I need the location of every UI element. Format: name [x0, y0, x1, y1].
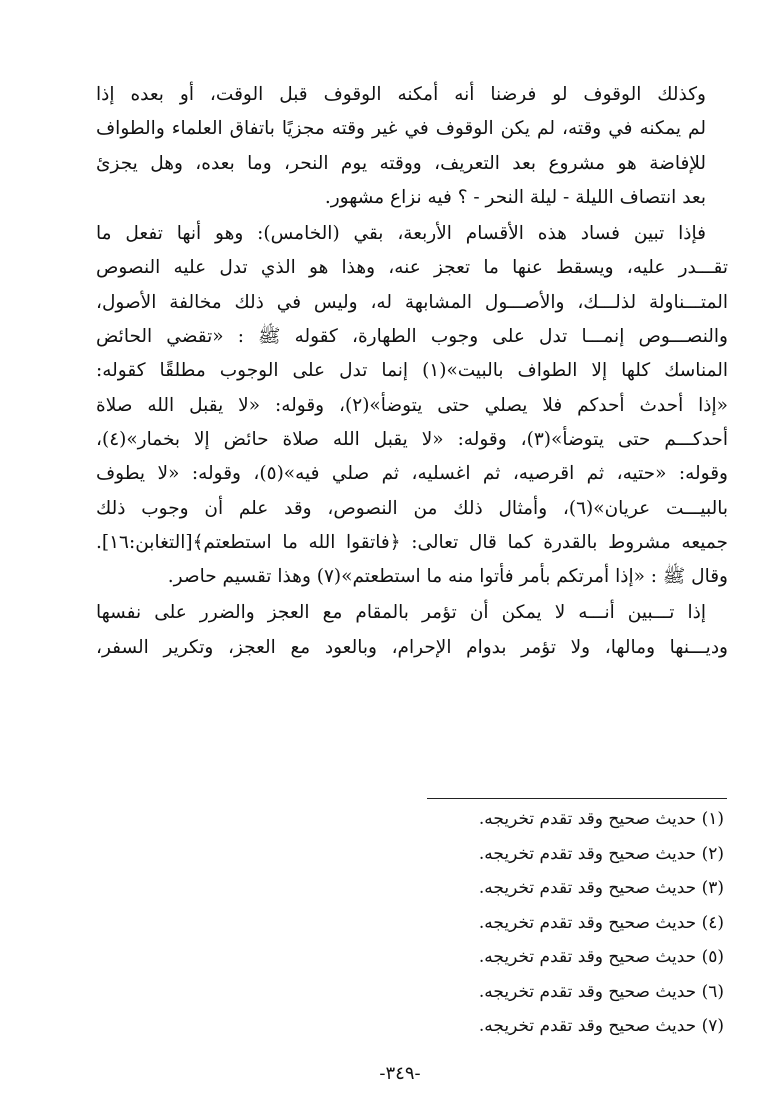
footnotes [404, 802, 724, 1044]
footnote-divider [427, 798, 727, 799]
text-line: المناسك كلها إلا الطواف بالبيت»(١) إنما تدل على الوجوب مطلقًا كقوله: [96, 360, 728, 382]
paragraph-2 [96, 215, 728, 594]
text-line: وقوله: «حتيه، ثم اقرصيه، ثم اغسليه، ثم صلي فيه»(٥)، وقوله: «لا يطوف [96, 463, 728, 485]
footnote: (٣) حديث صحيح وقد تقدم تخريجه. [478, 878, 724, 898]
text-line: لم يمكنه في وقته، لم يكن الوقوف في غير وقته مجزيًا باتفاق العلماء والطواف [96, 118, 706, 140]
text-line: تقـــدر عليه، ويسقط عنها ما تعجز عنه، وهذا هو الذي تدل عليه النصوص [96, 257, 728, 279]
text-line: المتـــناولة لذلـــك، والأصـــول المشابهة له، وليس في ذلك مخالفة الأصول، [96, 291, 728, 313]
text-line: بالبيـــت عريان»(٦)، وأمثال ذلك من النصوص، وقد علم أن وجوب ذلك [96, 497, 728, 519]
text-line: بعد انتصاف الليلة - ليلة النحر - ؟ فيه نزاع مشهور. [324, 186, 706, 208]
footnote: (٢) حديث صحيح وقد تقدم تخريجه. [478, 843, 724, 864]
text-line: «إذا أحدث أحدكم فلا يصلي حتى يتوضأ»(٢)، وقوله: «لا يقبل الله صلاة [96, 394, 728, 416]
paragraph-3 [96, 594, 728, 665]
text-line: وكذلك الوقوف لو فرضنا أنه أمكنه الوقوف قبل الوقت، أو بعده إذا [96, 84, 706, 105]
text-line: للإفاضة هو مشروع بعد التعريف، ووقته يوم النحر، وما بعده، وهل يجزئ [96, 152, 706, 174]
text-line: والنصـــوص إنمـــا تدل على وجوب الطهارة، كقوله ﷺ : «تقضي الحائض [96, 326, 728, 348]
text-line: إذا تـــبين أنـــه لا يمكن أن تؤمر بالمقام مع العجز والضرر على نفسها [96, 602, 706, 624]
text-line: جميعه مشروط بالقدرة كما قال تعالى: ﴿فاتقوا الله ما استطعتم﴾[التغابن:١٦]. [96, 531, 728, 553]
main-text [96, 78, 728, 665]
text-line: أحدكـــم حتى يتوضأ»(٣)، وقوله: «لا يقبل الله صلاة حائض إلا بخمار»(٤)، [96, 428, 728, 450]
paragraph-1 [96, 78, 728, 215]
footnote: (٤) حديث صحيح وقد تقدم تخريجه. [478, 912, 724, 933]
footnote: (١) حديث صحيح وقد تقدم تخريجه. [478, 809, 724, 829]
text-line: وقال ﷺ : «إذا أمرتكم بأمر فأتوا منه ما استطعتم»(٧) وهذا تقسيم حاصر. [167, 566, 728, 588]
text-line: وديـــنها ومالها، ولا تؤمر بدوام الإحرام، وبالعود مع العجز، وتكرير السفر، [96, 636, 728, 658]
footnote: (٥) حديث صحيح وقد تقدم تخريجه. [478, 947, 724, 967]
text-line: فإذا تبين فساد هذه الأقسام الأربعة، بقي (الخامس): وهو أنها تفعل ما [96, 223, 706, 245]
footnote: (٧) حديث صحيح وقد تقدم تخريجه. [478, 1016, 724, 1036]
page-number: -٣٤٩- [379, 1063, 421, 1084]
footnote: (٦) حديث صحيح وقد تقدم تخريجه. [478, 981, 724, 1002]
